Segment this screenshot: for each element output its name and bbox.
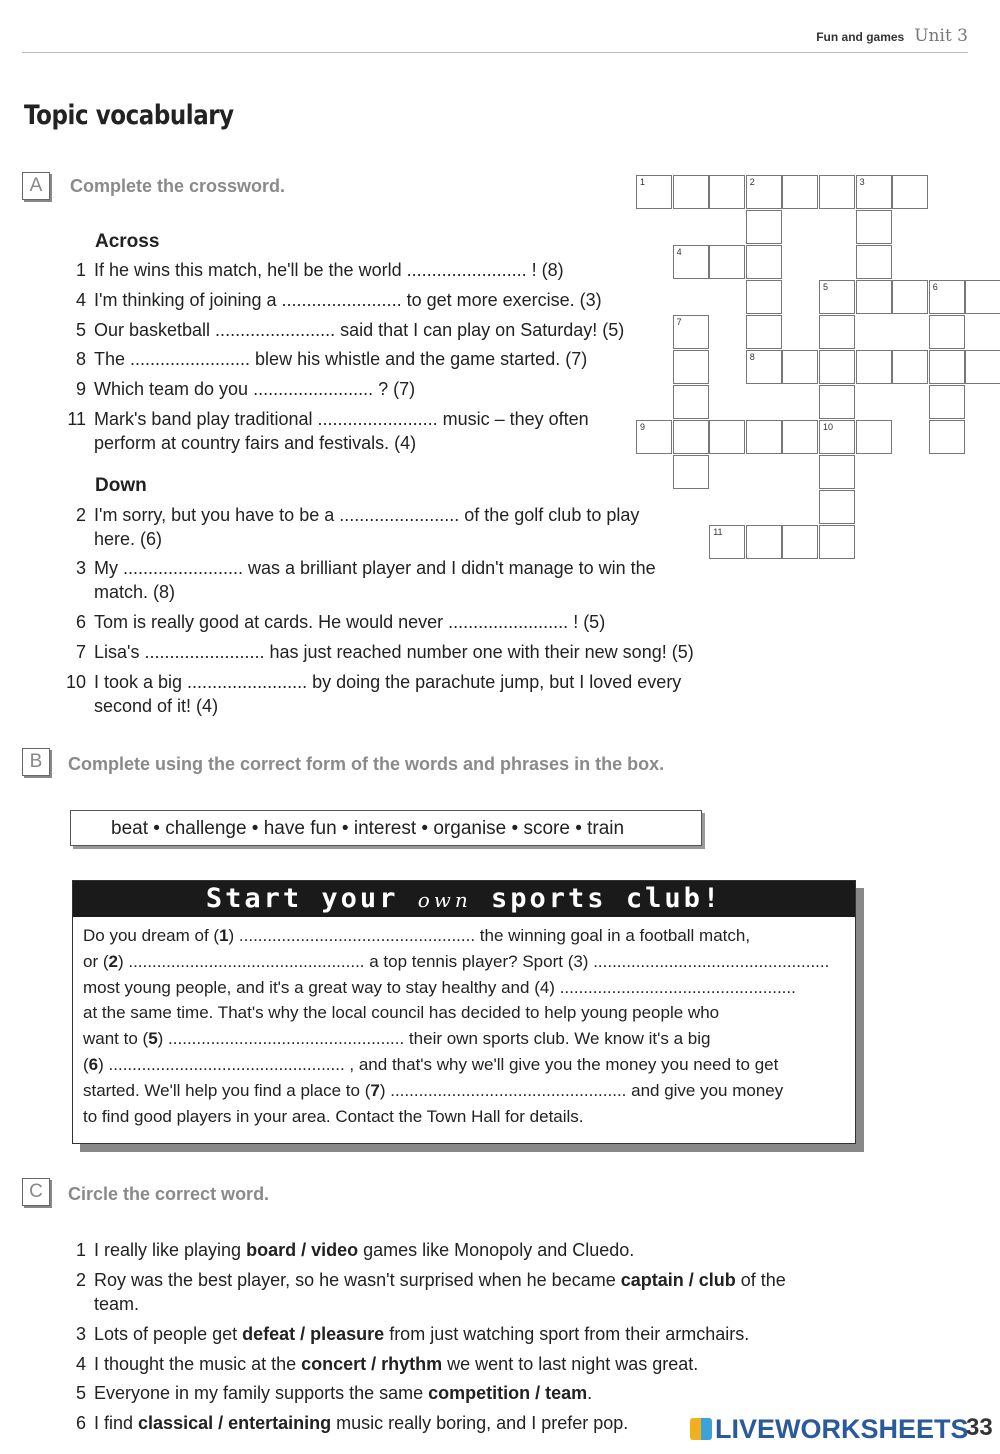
crossword-cell[interactable] — [746, 175, 782, 209]
crossword-cell[interactable] — [709, 525, 745, 559]
clue-text-continued: second of it! (4) — [94, 696, 219, 716]
article-text: ) .................................................. , and that's why we'll give you the money you need to get — [98, 1054, 779, 1074]
crossword-cell[interactable] — [819, 175, 855, 209]
clue-number: 11 — [67, 409, 86, 429]
article-text: started. We'll help you find a place to ( — [83, 1080, 371, 1100]
article-line — [83, 923, 845, 949]
cell-number: 8 — [749, 352, 755, 362]
cell-number: 6 — [932, 282, 938, 292]
article-banner — [73, 881, 855, 917]
article-text: ( — [83, 1054, 89, 1074]
word-box: beat • challenge • have fun • interest • organise • score • train — [70, 810, 702, 846]
crossword-cell[interactable] — [782, 350, 818, 384]
clue-number: 6 — [75, 612, 86, 632]
crossword-cell[interactable] — [746, 210, 782, 244]
section-a-marker: A — [22, 172, 50, 200]
clue-text: My ........................ was a brilliant player and I didn't manage to win the — [94, 558, 656, 578]
gap-number: 2 — [108, 951, 118, 971]
crossword-cell[interactable] — [892, 350, 928, 384]
word-choice[interactable]: captain / club — [620, 1270, 736, 1290]
across-clue-5 — [75, 318, 714, 342]
section-c-instruction: Circle the correct word. — [68, 1184, 270, 1204]
cell-number: 4 — [676, 247, 682, 257]
clue-text: Our basketball ........................ said that I can play on Saturday! (5) — [94, 320, 625, 340]
article-text: most young people, and it's a great way to stay healthy and (4) .................................................. — [83, 977, 796, 997]
cell-number: 3 — [859, 177, 865, 187]
crossword-cell[interactable] — [673, 385, 709, 419]
clue-text: Tom is really good at cards. He would never ........................ ! (5) — [94, 612, 606, 632]
item-text: I thought the music at the — [94, 1354, 302, 1374]
gap-number: 5 — [148, 1029, 158, 1049]
clue-text: I took a big ........................ by doing the parachute jump, but I loved every — [94, 672, 682, 692]
liveworksheets-logo — [690, 1414, 969, 1445]
article-text: ) .................................................. the winning goal in a football match, — [228, 926, 751, 945]
circle-item-3 — [75, 1322, 854, 1346]
crossword-cell[interactable] — [746, 525, 782, 559]
clue-number: 8 — [75, 349, 86, 369]
gap-number: 7 — [370, 1080, 380, 1100]
crossword-cell[interactable] — [856, 350, 892, 384]
crossword-cell[interactable] — [636, 175, 672, 209]
clue-text: Mark's band play traditional ........................ music – they often — [94, 409, 589, 429]
crossword-cell[interactable] — [782, 420, 818, 454]
crossword-cell[interactable] — [929, 315, 965, 349]
clue-text: I'm sorry, but you have to be a ........................ of the golf club to play — [94, 505, 640, 525]
across-clue-1 — [75, 258, 714, 282]
chapter-title: Fun and games — [816, 30, 905, 44]
crossword-cell[interactable] — [673, 175, 709, 209]
across-clue-11 — [67, 407, 714, 455]
clue-text: If he wins this match, he'll be the world ........................ ! (8) — [94, 260, 564, 280]
crossword-cell[interactable] — [673, 245, 709, 279]
article-body — [73, 917, 855, 1129]
clue-number: 4 — [75, 290, 86, 310]
crossword-cell[interactable] — [819, 455, 855, 489]
banner-title-b: sports club! — [491, 883, 723, 914]
clue-number: 1 — [75, 260, 86, 280]
crossword-cell[interactable] — [819, 350, 855, 384]
article-line — [83, 1000, 845, 1026]
circle-item-2 — [75, 1268, 854, 1316]
clue-text: The ........................ blew his whistle and the game started. (7) — [94, 349, 588, 369]
page-header — [816, 26, 968, 46]
crossword-cell[interactable] — [819, 280, 855, 314]
crossword-cell[interactable] — [929, 350, 965, 384]
article-text: or ( — [83, 951, 109, 971]
crossword-cell[interactable] — [856, 420, 892, 454]
banner-title-own: own — [417, 888, 472, 912]
item-number: 6 — [75, 1413, 86, 1433]
crossword-cell[interactable] — [856, 245, 892, 279]
item-number: 2 — [75, 1270, 86, 1290]
unit-label: Unit 3 — [914, 26, 968, 46]
word-choice[interactable]: competition / team — [428, 1383, 588, 1403]
crossword-cell[interactable] — [673, 455, 709, 489]
article-text: ) .................................................. their own sports club. We know it's a big — [157, 1029, 711, 1049]
across-heading: Across — [95, 231, 160, 252]
down-clue-2 — [75, 503, 714, 551]
crossword-cell[interactable] — [819, 490, 855, 524]
crossword-cell[interactable] — [965, 280, 1000, 314]
item-number: 4 — [75, 1354, 86, 1374]
crossword-cell[interactable] — [965, 350, 1000, 384]
crossword-cell[interactable] — [819, 525, 855, 559]
crossword-cell[interactable] — [782, 175, 818, 209]
item-text: I really like playing — [94, 1240, 247, 1260]
section-b-marker: B — [22, 748, 50, 776]
crossword-cell[interactable] — [856, 280, 892, 314]
clue-text: Which team do you ........................ ? (7) — [94, 379, 416, 399]
liveworksheets-icon — [690, 1418, 712, 1440]
crossword-cell[interactable] — [929, 420, 965, 454]
clue-number: 10 — [65, 672, 86, 692]
crossword-cell[interactable] — [929, 385, 965, 419]
article-text: ) .................................................. a top tennis player? Sport (3) .................................................. — [117, 951, 830, 971]
word-choice[interactable]: board / video — [246, 1240, 359, 1260]
crossword-cell[interactable] — [819, 420, 855, 454]
article-line — [83, 949, 845, 975]
crossword-cell[interactable] — [892, 280, 928, 314]
article-text: ) .................................................. and give you money — [379, 1080, 784, 1100]
item-text: music really boring, and I prefer pop. — [331, 1413, 629, 1433]
crossword-cell[interactable] — [819, 385, 855, 419]
word-choice[interactable]: defeat / pleasure — [242, 1324, 385, 1344]
cell-number: 10 — [823, 422, 834, 432]
article-line — [83, 1078, 845, 1104]
item-text: Everyone in my family supports the same — [94, 1383, 429, 1403]
across-clue-4 — [75, 288, 714, 312]
crossword-cell[interactable] — [856, 175, 892, 209]
item-text-continued: team. — [94, 1294, 140, 1314]
crossword-cell[interactable] — [746, 280, 782, 314]
down-clue-6 — [75, 610, 714, 634]
item-text: from just watching sport from their armchairs. — [384, 1324, 750, 1344]
article-text: to find good players in your area. Contact the Town Hall for details. — [83, 1106, 584, 1126]
item-text: of the — [735, 1270, 786, 1290]
cell-number: 2 — [749, 177, 755, 187]
crossword-cell[interactable] — [636, 420, 672, 454]
crossword-cell[interactable] — [746, 420, 782, 454]
crossword-cell[interactable] — [782, 525, 818, 559]
circle-item-5 — [75, 1381, 854, 1405]
across-clue-9 — [75, 377, 714, 401]
item-text: I find — [94, 1413, 139, 1433]
clue-number: 2 — [75, 505, 86, 525]
word-choice[interactable]: classical / entertaining — [138, 1413, 332, 1433]
watermark-text: LIVEWORKSHEETS — [715, 1414, 969, 1444]
cell-number: 11 — [713, 527, 723, 537]
clue-text-continued: match. (8) — [94, 582, 176, 602]
down-clue-7 — [75, 640, 714, 664]
item-number: 1 — [75, 1240, 86, 1260]
crossword-cell[interactable] — [746, 315, 782, 349]
item-text: Lots of people get — [94, 1324, 243, 1344]
clue-text: I'm thinking of joining a ........................ to get more exercise. (3) — [94, 290, 602, 310]
crossword-cell[interactable] — [819, 315, 855, 349]
clue-number: 9 — [75, 379, 86, 399]
crossword-cell[interactable] — [856, 210, 892, 244]
section-c-marker: C — [22, 1178, 50, 1206]
clue-number: 7 — [75, 642, 86, 662]
down-clue-10 — [65, 670, 714, 718]
article-line — [83, 1052, 845, 1078]
page-number: 33 — [966, 1414, 993, 1441]
article-line — [83, 1104, 845, 1130]
clue-text-continued: perform at country fairs and festivals. (4) — [94, 433, 417, 453]
circle-item-1 — [75, 1238, 854, 1262]
item-text: games like Monopoly and Cluedo. — [358, 1240, 635, 1260]
article-text: want to ( — [83, 1029, 149, 1049]
item-number: 3 — [75, 1324, 86, 1344]
crossword-cell[interactable] — [892, 175, 928, 209]
crossword-cell[interactable] — [746, 350, 782, 384]
item-number: 5 — [75, 1383, 86, 1403]
item-text: Roy was the best player, so he wasn't surprised when he became — [94, 1270, 621, 1290]
cell-number: 7 — [676, 317, 682, 327]
article-text: at the same time. That's why the local council has decided to help young people who — [83, 1003, 720, 1023]
article-line — [83, 1026, 845, 1052]
article-line — [83, 975, 845, 1001]
clue-text-continued: here. (6) — [94, 529, 163, 549]
section-a-instruction: Complete the crossword. — [70, 176, 286, 196]
clue-number: 5 — [75, 320, 86, 340]
circle-item-4 — [75, 1352, 854, 1376]
cell-number: 9 — [640, 422, 646, 432]
banner-title-a: Start your — [205, 883, 399, 914]
crossword-cell[interactable] — [673, 350, 709, 384]
cell-number: 1 — [640, 177, 646, 187]
crossword-cell[interactable] — [929, 280, 965, 314]
crossword-cell[interactable] — [709, 245, 745, 279]
crossword-cell[interactable] — [673, 315, 709, 349]
gap-number: 6 — [88, 1054, 99, 1074]
cell-number: 5 — [823, 282, 829, 292]
item-text: we went to last night was great. — [442, 1354, 699, 1374]
crossword-cell[interactable] — [746, 245, 782, 279]
clue-text: Lisa's ........................ has just reached number one with their new song! (5) — [94, 642, 694, 662]
sports-club-article — [72, 880, 856, 1144]
clue-number: 3 — [75, 558, 86, 578]
crossword-cell[interactable] — [709, 420, 745, 454]
crossword-cell[interactable] — [673, 420, 709, 454]
header-rule — [22, 52, 968, 53]
word-choice[interactable]: concert / rhythm — [301, 1354, 443, 1374]
across-clue-8 — [75, 347, 714, 371]
section-b-instruction: Complete using the correct form of the words and phrases in the box. — [68, 754, 665, 774]
down-heading: Down — [95, 475, 147, 496]
down-clue-3 — [75, 556, 714, 604]
article-text: Do you dream of ( — [83, 926, 220, 945]
page-title: Topic vocabulary — [24, 100, 234, 131]
crossword-cell[interactable] — [709, 175, 745, 209]
gap-number: 1 — [219, 926, 229, 945]
item-text: . — [587, 1383, 593, 1403]
